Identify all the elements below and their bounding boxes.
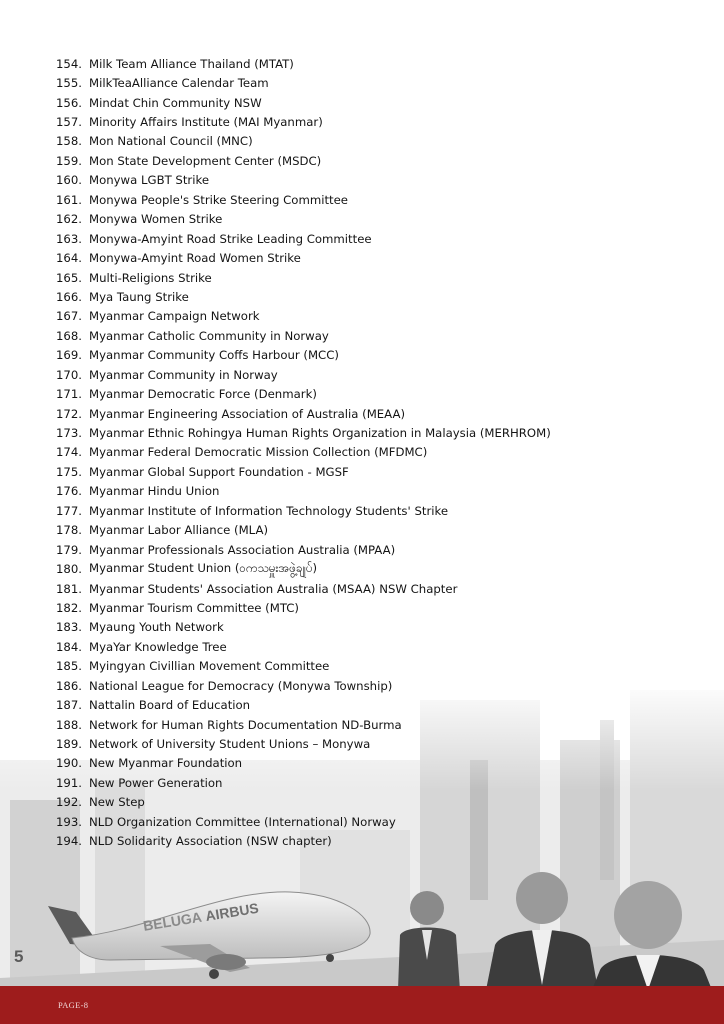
item-number: 191. (56, 775, 83, 790)
page-label: PAGE-8 (58, 1000, 89, 1010)
item-number: 184. (56, 639, 83, 654)
item-text: Nattalin Board of Education (89, 698, 251, 713)
item-number: 174. (56, 445, 83, 460)
item-number: 173. (56, 426, 83, 441)
list-item (56, 832, 551, 851)
item-number: 169. (56, 348, 83, 363)
list-item (56, 346, 551, 365)
item-text: Myanmar Federal Democratic Mission Collection (MFDMC) (89, 445, 428, 460)
item-text: Myanmar Democratic Force (Denmark) (89, 387, 317, 402)
list-item (56, 326, 551, 345)
item-text: New Power Generation (89, 775, 223, 790)
item-number: 160. (56, 173, 83, 188)
item-text: Monywa Women Strike (89, 212, 223, 227)
aircraft-brand-left: BELUGA (142, 908, 203, 934)
item-number: 185. (56, 659, 83, 674)
item-text: Myanmar Engineering Association of Australia (MEAA) (89, 406, 406, 421)
item-number: 189. (56, 737, 83, 752)
list-item (56, 248, 551, 267)
item-text: Multi-Religions Strike (89, 270, 212, 285)
item-number: 165. (56, 270, 83, 285)
item-number: 181. (56, 581, 83, 596)
item-text: Myingyan Civillian Movement Committee (89, 659, 330, 674)
item-number: 190. (56, 756, 83, 771)
item-number: 171. (56, 387, 83, 402)
list-item (56, 307, 551, 326)
side-number: 5 (14, 947, 24, 966)
list-item (56, 734, 551, 753)
list-item (56, 579, 551, 598)
item-text: Myaung Youth Network (89, 620, 224, 635)
item-text: Monywa-Amyint Road Strike Leading Committee (89, 231, 372, 246)
item-text: Minority Affairs Institute (MAI Myanmar) (89, 115, 323, 130)
item-number: 166. (56, 289, 83, 304)
item-number: 163. (56, 231, 83, 246)
list-item (56, 618, 551, 637)
item-number: 186. (56, 678, 83, 693)
list-item (56, 598, 551, 617)
item-text: Myanmar Community in Norway (89, 367, 278, 382)
item-text: New Myanmar Foundation (89, 756, 243, 771)
item-text: New Step (89, 795, 145, 810)
item-text: Myanmar Ethnic Rohingya Human Rights Organization in Malaysia (MERHROM) (89, 426, 551, 441)
item-number: 192. (56, 795, 83, 810)
list-item (56, 112, 551, 131)
list-item (56, 171, 551, 190)
item-text: Network of University Student Unions – Monywa (89, 737, 371, 752)
item-text: Myanmar Labor Alliance (MLA) (89, 523, 269, 538)
item-number: 178. (56, 523, 83, 538)
item-number: 156. (56, 95, 83, 110)
item-number: 188. (56, 717, 83, 732)
item-text: NLD Organization Committee (International) Norway (89, 814, 396, 829)
item-number: 167. (56, 309, 83, 324)
list-item (56, 132, 551, 151)
item-number: 175. (56, 464, 83, 479)
list-item (56, 365, 551, 384)
item-text: Myanmar Tourism Committee (MTC) (89, 600, 299, 615)
item-number: 180. (56, 562, 83, 577)
organization-list (56, 54, 551, 851)
item-number: 172. (56, 406, 83, 421)
item-number: 157. (56, 115, 83, 130)
list-item (56, 443, 551, 462)
list-item (56, 93, 551, 112)
item-number: 159. (56, 153, 83, 168)
item-text: Myanmar Global Support Foundation - MGSF (89, 464, 349, 479)
item-number: 168. (56, 328, 83, 343)
list-item (56, 559, 551, 578)
list-item (56, 423, 551, 442)
list-item (56, 287, 551, 306)
list-item (56, 210, 551, 229)
item-text: Myanmar Hindu Union (89, 484, 220, 499)
item-text: Mon National Council (MNC) (89, 134, 253, 149)
list-item (56, 540, 551, 559)
item-number: 187. (56, 698, 83, 713)
item-text: Myanmar Student Union (ဝကသမှူးအဖွဲ့ချုပ်) (89, 561, 318, 576)
item-number: 193. (56, 814, 83, 829)
item-number: 170. (56, 367, 83, 382)
list-item (56, 384, 551, 403)
list-item (56, 676, 551, 695)
item-text: National League for Democracy (Monywa Township) (89, 678, 393, 693)
list-item (56, 812, 551, 831)
item-number: 183. (56, 620, 83, 635)
item-text: Monywa-Amyint Road Women Strike (89, 251, 301, 266)
item-number: 155. (56, 76, 83, 91)
list-item (56, 521, 551, 540)
item-text: Myanmar Community Coffs Harbour (MCC) (89, 348, 339, 363)
list-item (56, 190, 551, 209)
item-text: Network for Human Rights Documentation ND-Burma (89, 717, 402, 732)
item-number: 164. (56, 251, 83, 266)
item-number: 176. (56, 484, 83, 499)
item-text: Monywa LGBT Strike (89, 173, 210, 188)
list-item (56, 715, 551, 734)
list-item (56, 501, 551, 520)
list-item (56, 151, 551, 170)
item-text: Myanmar Professionals Association Australia (MPAA) (89, 542, 396, 557)
item-text: Myanmar Students' Association Australia (MSAA) NSW Chapter (89, 581, 458, 596)
item-number: 154. (56, 56, 83, 71)
list-item (56, 229, 551, 248)
item-number: 161. (56, 192, 83, 207)
item-number: 182. (56, 600, 83, 615)
list-item (56, 773, 551, 792)
list-item (56, 268, 551, 287)
item-number: 162. (56, 212, 83, 227)
item-text: Myanmar Campaign Network (89, 309, 260, 324)
item-text: Milk Team Alliance Thailand (MTAT) (89, 56, 294, 71)
aircraft-brand-right: AIRBUS (204, 899, 260, 924)
item-text: Mon State Development Center (MSDC) (89, 153, 322, 168)
list-item (56, 73, 551, 92)
item-text: Myanmar Institute of Information Technology Students' Strike (89, 503, 449, 518)
list-item (56, 462, 551, 481)
item-text: Mindat Chin Community NSW (89, 95, 262, 110)
list-item (56, 754, 551, 773)
item-text: Myanmar Catholic Community in Norway (89, 328, 329, 343)
list-item (56, 657, 551, 676)
list-item (56, 404, 551, 423)
list-item (56, 54, 551, 73)
list-item (56, 793, 551, 812)
item-text: Mya Taung Strike (89, 289, 189, 304)
item-text: Monywa People's Strike Steering Committee (89, 192, 349, 207)
item-number: 177. (56, 503, 83, 518)
item-text: MyaYar Knowledge Tree (89, 639, 227, 654)
item-number: 158. (56, 134, 83, 149)
footer-bar (0, 986, 724, 1024)
list-item (56, 482, 551, 501)
list-item (56, 637, 551, 656)
item-text: MilkTeaAlliance Calendar Team (89, 76, 269, 91)
item-number: 194. (56, 834, 83, 849)
list-item (56, 695, 551, 714)
item-number: 179. (56, 542, 83, 557)
item-text: NLD Solidarity Association (NSW chapter) (89, 834, 332, 849)
